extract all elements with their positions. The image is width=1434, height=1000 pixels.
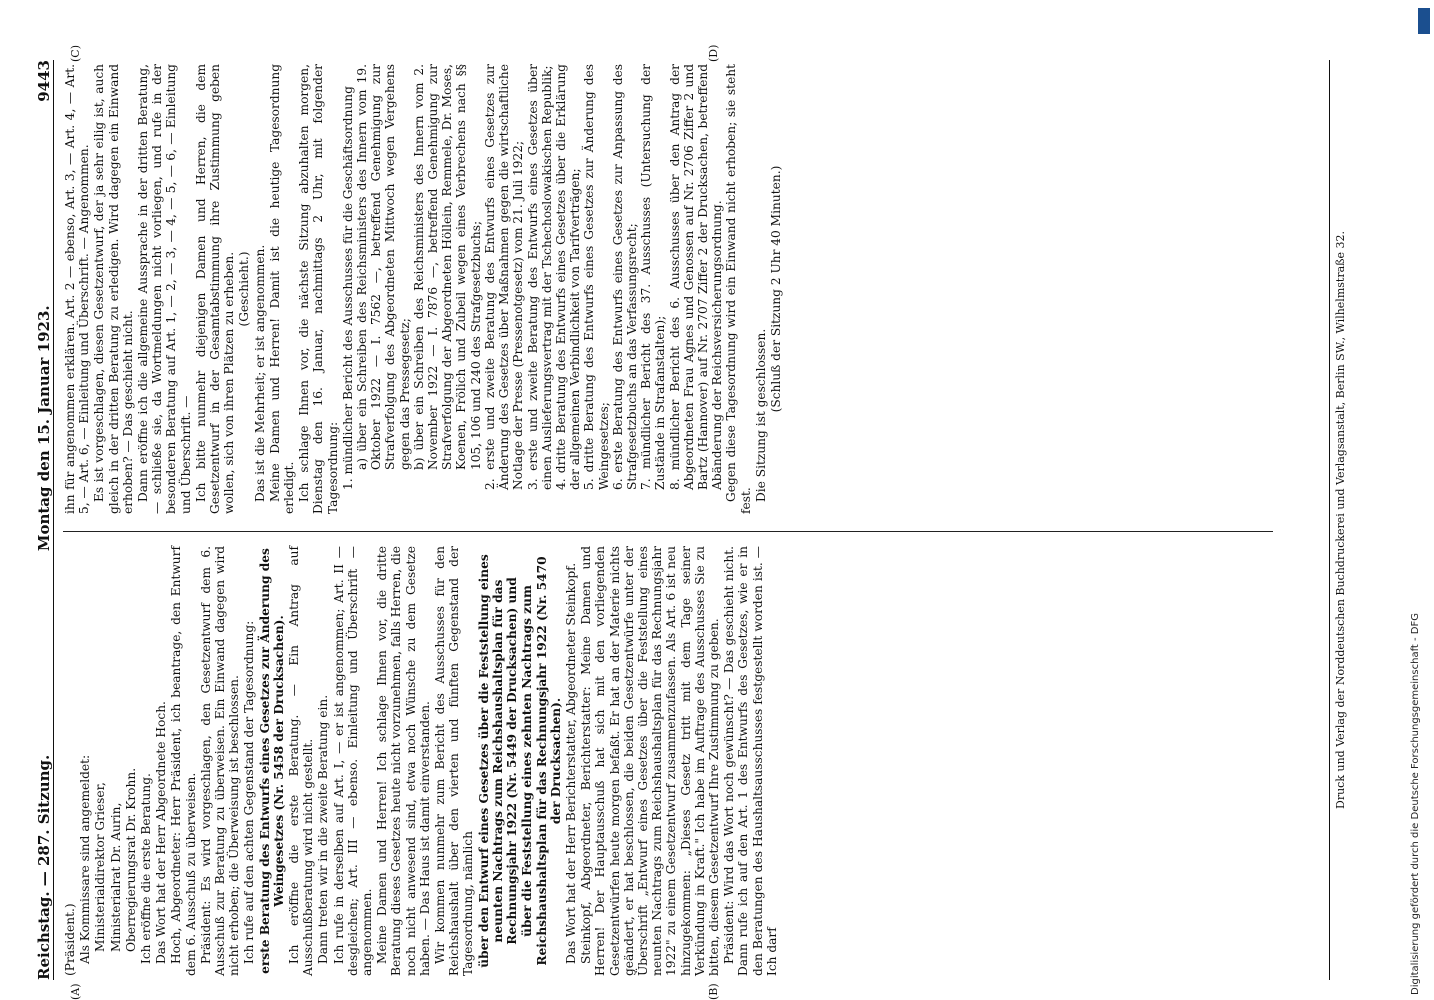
- paragraph: Ich bitte nunmehr diejenigen Damen und Herren, die dem Gesetzentwurf in der Gesamtabstimmung ihre Zustimmung geben wollen, sich von ihren Plätzen zu erheben.: [193, 64, 237, 514]
- rotated-page: [17, 40, 1407, 1000]
- paragraph: Steinkopf, Abgeordneter, Berichterstatter: Meine Damen und Herren! Der Hauptausschuß hat sich mit den vorliegenden Gesetzentwürfen heute morgen befaßt. Er hat an der Materie nichts geändert, er hat beschlossen, die beiden Gesetzentwürfe unter der Überschrift „Entwurf eines Gesetzes über die Feststellung eines neunten Nachtrags zum Reichshaushaltsplan für das Rechnungsjahr 1922" zu einem Gesetzentwurf zusammenzufassen. Als Art. 6 ist neu hinzugekommen: „Dieses Gesetz tritt mit dem Tage seiner Verkündung in Kraft." Ich habe im Auftrage des Ausschusses Sie zu bitten, diesem Gesetzentwurf Ihre Zustimmung zu geben.: [579, 546, 721, 976]
- dfg-logo: [1418, 8, 1430, 34]
- stage-direction: (Geschieht.): [237, 251, 252, 327]
- agenda-item-title: über die Feststellung eines zehnten Nachtrags zum Reichshaushaltsplan für das Rechnungsjahr 1922 (Nr. 5470 der Drucksachen).: [520, 556, 563, 966]
- list-item: 3. erste und zweite Beratung des Entwurfs eines Gesetzes über einen Auslieferungsvertrag mit der Tschechoslowakischen Republik;: [525, 64, 554, 490]
- margin-mark-a: (A): [69, 983, 82, 1000]
- list-item: b) über ein Schreiben des Reichsministers des Innern vom 2. November 1922 — I. 7876 —, betreffend Genehmigung zur Strafverfolgung der Abgeordneten Höllein, Remmele, Dr. Moses, Koenen, Frölich und Zubeil wegen eines Verbrechens nach §§ 105, 106 und 240 des Strafgesetzbuchs;: [411, 64, 483, 470]
- agenda-item-title: über den Entwurf eines Gesetzes über die Feststellung eines neunten Nachtrags zum Reichshaushaltsplan für das Rechnungsjahr 1922 (Nr. 5449 der Drucksachen) und: [476, 554, 520, 968]
- digitization-note: Digitalisierung gefördert durch die Deutsche Forschungsgemeinschaft - DFG: [1410, 612, 1421, 995]
- list-item: 1. mündlicher Bericht des Ausschusses für die Geschäftsordnung: [340, 86, 355, 490]
- imprint-footer: Druck und Verlag der Norddeutschen Buchdruckerei und Verlagsanstalt, Berlin SW., Wilhelmstraße 32.: [1329, 60, 1347, 980]
- paragraph: Dann eröffne ich die allgemeine Aussprache in der dritten Beratung, — schließe sie, da Wortmeldungen nicht vorliegen, und rufe in der besonderen Beratung auf Art. 1, — 2, — 3, — 4, — 5, — 6, — Einleitung und Überschrift. —: [136, 64, 193, 514]
- paragraph: Meine Damen und Herren! Damit ist die heutige Tagesordnung erledigt.: [267, 64, 297, 514]
- list-item: 4. dritte Beratung des Entwurfs eines Gesetzes über die Erklärung der allgemeinen Verbindlichkeit von Tarifverträgen;: [553, 64, 583, 490]
- paragraph: Meine Damen und Herren! Ich schlage Ihnen vor, die dritte Beratung dieses Gesetzes heute nicht vorzunehmen, falls Herren, die noch nicht anwesend sind, etwa noch Wünsche zu dem Gesetze haben. — Das Haus ist damit einverstanden.: [375, 546, 432, 976]
- paragraph: Präsident: Es wird vorgeschlagen, den Gesetzentwurf dem 6. Ausschuß zur Beratung zu überweisen. Ein Einwand dagegen wird nicht erhoben; die Überweisung ist beschlossen.: [198, 546, 242, 976]
- list-item: 5. dritte Beratung des Entwurfs eines Gesetzes zur Änderung des Weingesetzes;: [582, 64, 611, 490]
- margin-mark-c: (C): [69, 45, 82, 62]
- paragraph: Ich eröffne die erste Beratung.: [139, 773, 154, 964]
- left-column: [63, 546, 780, 976]
- paragraph: Hoch, Abgeordneter: Herr Präsident, ich beantrage, den Entwurf dem 6. Ausschuß zu überweisen.: [169, 546, 198, 976]
- paragraph: Dann treten wir in die zweite Beratung ein.: [316, 694, 331, 964]
- paragraph: Ich rufe in derselben auf Art. I, — er ist angenommen; Art. II — desgleichen; Art. III — ebenso. Einleitung und Überschrift — angenommen.: [331, 546, 375, 976]
- speaker-note: (Präsident.): [63, 903, 77, 976]
- paragraph: Ich schlage Ihnen vor, die nächste Sitzung abzuhalten morgen, Dienstag den 16. Januar, nachmittags 2 Uhr, mit folgender Tagesordnung:: [297, 64, 340, 514]
- header-left: Reichstag. — 287. Sitzung.: [35, 754, 53, 980]
- paragraph: Das ist die Mehrheit; er ist angenommen.: [252, 244, 267, 502]
- margin-mark-b: (B): [707, 983, 720, 1000]
- paragraph: Als Kommissare sind angemeldet:: [78, 754, 93, 964]
- list-item: 8. mündlicher Bericht des 6. Ausschusses über den Antrag der Abgeordneten Frau Agnes und Genossen auf Nr. 2706 Ziffer 2 und Bartz (Hannover) auf Nr. 2707 Ziffer 2 der Drucksachen, betreffend Abänderung der Reichsversicherungsordnung.: [667, 64, 725, 490]
- paragraph: Das Wort hat der Herr Abgeordnete Hoch.: [154, 701, 169, 964]
- page-header: [27, 60, 54, 980]
- list-item: 2. erste und zweite Beratung des Entwurfs eines Gesetzes zur Änderung des Gesetzes über Maßnahmen gegen die wirtschaftliche Notlage der Presse (Pressenotgesetz) vom 21. Juli 1922;: [482, 64, 526, 490]
- list-item: 6. erste Beratung des Entwurfs eines Gesetzes zur Anpassung des Strafgesetzbuchs an das Verfassungsrecht;: [610, 64, 639, 490]
- paragraph: Ich eröffne die erste Beratung. — Ein Antrag auf Ausschußberatung wird nicht gestellt.: [287, 546, 316, 976]
- column-divider: [63, 531, 1273, 532]
- agenda-item-title: erste Beratung des Entwurfs eines Gesetzes zur Änderung des Weingesetzes (Nr. 5458 der Drucksachen).: [257, 548, 286, 974]
- commissioner: Ministerialdirektor Grieser,: [93, 782, 108, 952]
- commissioner: Ministerialrat Dr. Aurin,: [108, 802, 123, 952]
- header-center: Montag den 15. Januar 1923.: [35, 305, 53, 552]
- right-column: [63, 64, 784, 514]
- closing-note: (Schluß der Sitzung 2 Uhr 40 Minuten.): [768, 165, 783, 413]
- list-item: 7. mündlicher Bericht des 37. Ausschusses (Untersuchung der Zustände in Strafanstalten);: [639, 64, 668, 490]
- paragraph: Es ist vorgeschlagen, diesen Gesetzentwurf, der ja sehr eilig ist, auch gleich in der dritten Beratung zu erledigen. Wird dagegen ein Einwand erhoben? — Das geschieht nicht.: [92, 64, 135, 514]
- paragraph: Präsident: Wird das Wort noch gewünscht? — Das geschieht nicht. Dann rufe ich auf den Art. 1 des Entwurfs des Gesetzes, wie er in den Beratungen des Haushaltsausschusses festgestellt worden ist. — Ich darf: [722, 546, 779, 976]
- page-number: 9443: [35, 60, 53, 102]
- paragraph: Die Sitzung ist geschlossen.: [753, 328, 768, 502]
- agenda-list: [341, 64, 724, 514]
- paragraph: Gegen diese Tagesordnung wird ein Einwand nicht erhoben; sie steht fest.: [724, 64, 753, 514]
- commissioner: Oberregierungsrat Dr. Krohn.: [123, 767, 138, 952]
- list-item: a) über ein Schreiben des Reichsministers des Innern vom 19. Oktober 1922 — I. 7562 —, betreffend Genehmigung zur Strafverfolgung des Abgeordneten Mittwoch wegen Vergehens gegen das Pressegesetz;: [355, 64, 412, 470]
- paragraph: ihn für angenommen erklären. Art. 2 — ebenso, Art. 3, — Art. 4, — Art. 5, — Art. 6, — Einleitung und Überschrift. — Angenommen.: [63, 64, 92, 514]
- margin-mark-d: (D): [707, 44, 720, 62]
- paragraph: Wir kommen nunmehr zum Bericht des Ausschusses für den Reichshaushalt über den vierten und fünften Gegenstand der Tagesordnung, nämlich: [433, 546, 476, 976]
- paragraph: Das Wort hat der Herr Berichterstatter, Abgeordneter Steinkopf.: [563, 562, 578, 964]
- paragraph: Ich rufe auf den achten Gegenstand der Tagesordnung:: [242, 620, 257, 964]
